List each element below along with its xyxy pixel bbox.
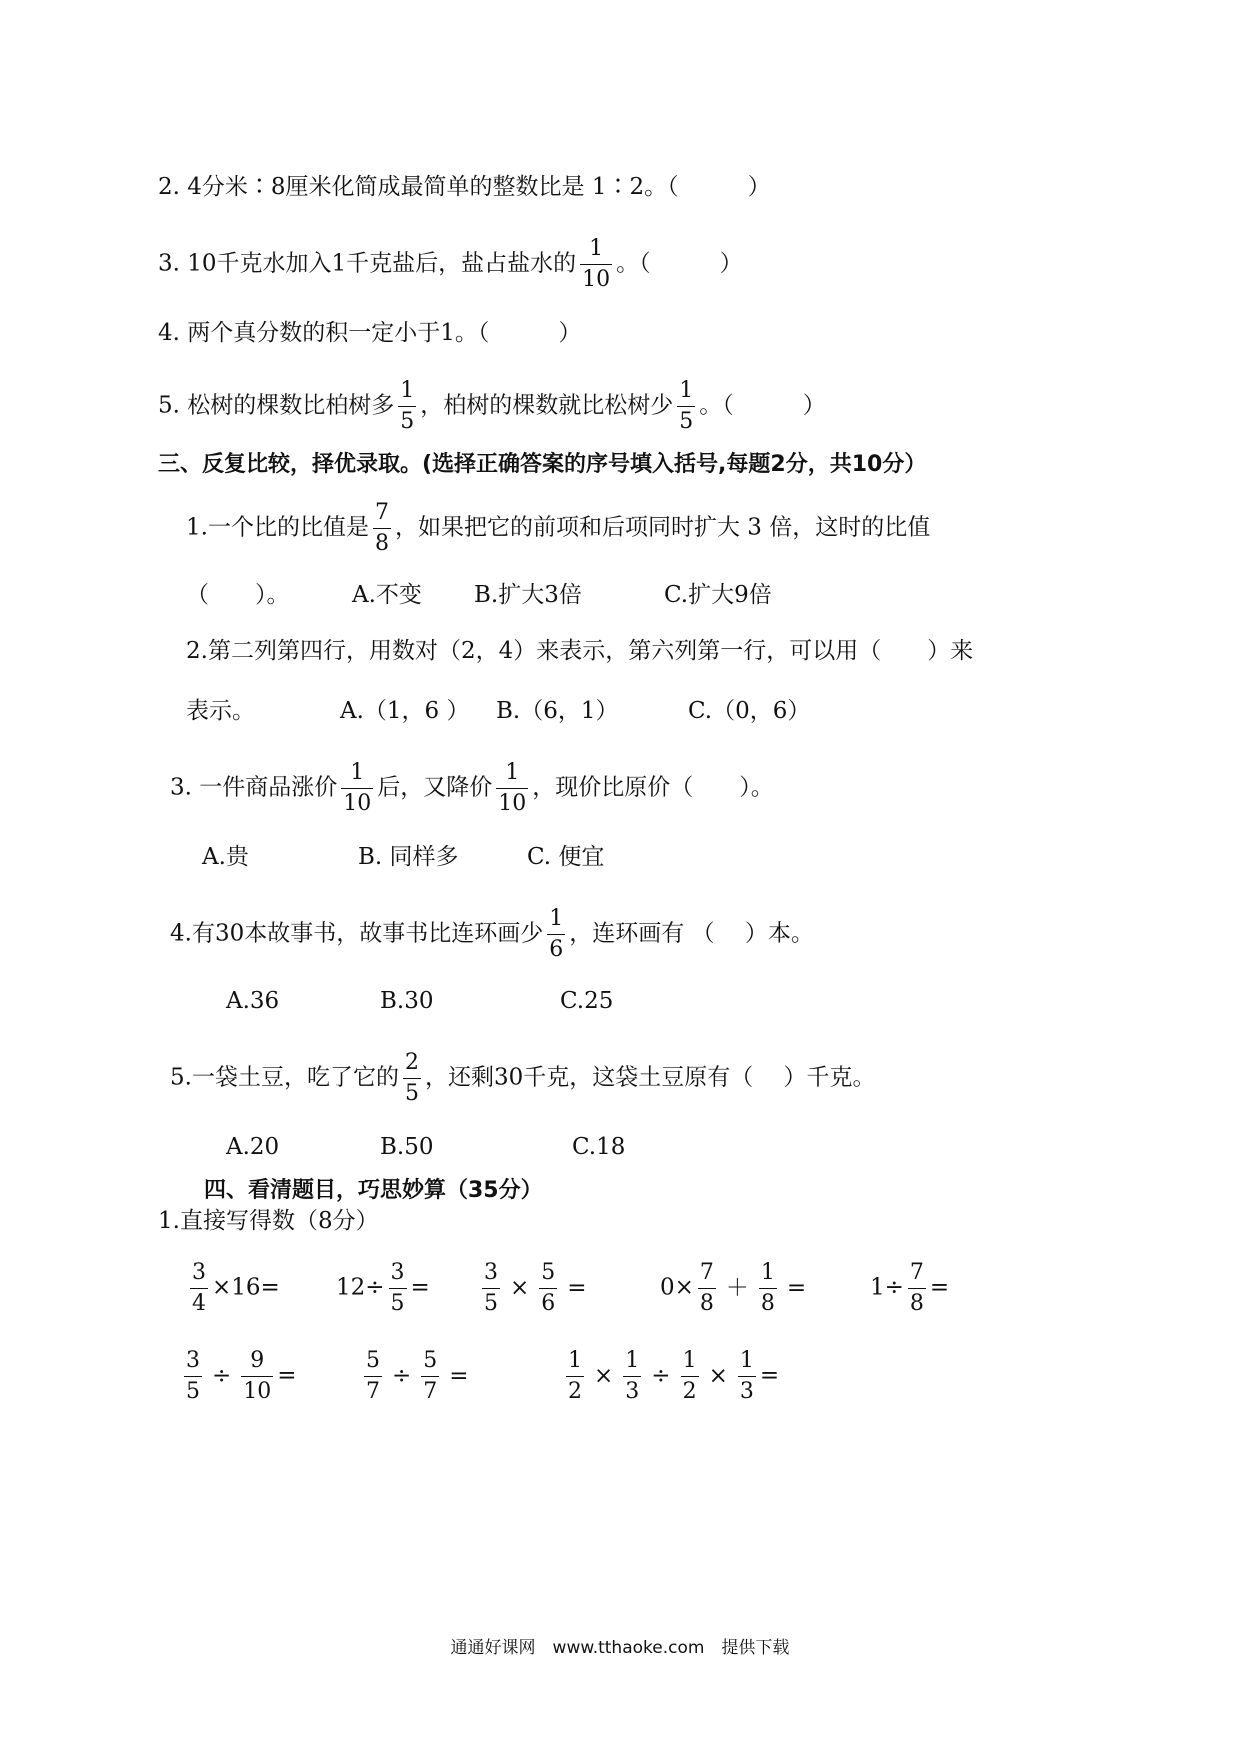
choice-q4-option-b: B.30 bbox=[380, 988, 434, 1014]
fraction: $\frac{1}{6}$ bbox=[549, 906, 564, 962]
fraction: $\frac{3}{4}$ bbox=[192, 1260, 206, 1316]
judge-q5-text-mid: ，柏树的棵数就比松树少 bbox=[420, 392, 674, 419]
fraction: $\frac{3}{5}$ bbox=[484, 1260, 498, 1316]
fraction: $\frac{1}{5}$ bbox=[400, 378, 415, 434]
choice-q3-text: 3. 一件商品涨价 bbox=[170, 774, 338, 801]
choice-q3-text-mid: 后，又降价 bbox=[377, 774, 493, 801]
calc-r1-e3: $\frac{3}{5}$ × $\frac{5}{6}$ = bbox=[484, 1260, 587, 1316]
choice-q3-option-b: B. 同样多 bbox=[358, 844, 459, 870]
fraction: $\frac{3}{5}$ bbox=[390, 1260, 405, 1316]
judge-q3-answer-blank: 。（ ） bbox=[616, 250, 743, 277]
choice-q3-option-c: C. 便宜 bbox=[527, 844, 605, 870]
fraction: $\frac{5}{7}$ bbox=[423, 1348, 438, 1404]
fraction: $\frac{5}{6}$ bbox=[541, 1260, 556, 1316]
calc-r2-e2: $\frac{5}{7}$ ÷ $\frac{5}{7}$ = bbox=[366, 1348, 469, 1404]
choice-q1-text: 1.一个比的比值是 bbox=[186, 514, 369, 541]
fraction: $\frac{5}{7}$ bbox=[366, 1348, 380, 1404]
choice-q1-text-post: ，如果把它的前项和后项同时扩大 3 倍，这时的比值 bbox=[394, 514, 931, 541]
section4-heading: 四、看清题目，巧思妙算（35分） bbox=[204, 1178, 543, 1203]
calc-r1-e2: 12÷ $\frac{3}{5}$ = bbox=[336, 1260, 430, 1316]
calc-r1-e5: 1÷ $\frac{7}{8}$ = bbox=[870, 1260, 950, 1316]
judge-q5 bbox=[158, 380, 826, 433]
judge-q5-text: 5. 松树的棵数比柏树多 bbox=[158, 392, 395, 419]
fraction: $\frac{1}{5}$ bbox=[679, 378, 694, 434]
choice-q5 bbox=[170, 1052, 876, 1105]
page-footer: 通通好课网 www.tthaoke.com 提供下载 bbox=[450, 1638, 790, 1658]
fraction: $\frac{7}{8}$ bbox=[909, 1260, 924, 1316]
fraction: $\frac{1}{10}$ bbox=[498, 760, 527, 816]
choice-q1-blank: （ ）。 bbox=[186, 582, 290, 608]
judge-q3-text: 3. 10千克水加入1千克盐后，盐占盐水的 bbox=[158, 250, 577, 277]
judge-q2: 2. 4分米∶8厘米化简成最简单的整数比是 1∶2。（ ） bbox=[158, 174, 771, 200]
fraction: $\frac{7}{8}$ bbox=[699, 1260, 714, 1316]
judge-q4: 4. 两个真分数的积一定小于1。（ ） bbox=[158, 320, 582, 346]
choice-q4 bbox=[170, 908, 814, 961]
choice-q4-text-post: ，连环画有 （ ）本。 bbox=[569, 920, 814, 947]
choice-q3-option-a: A.贵 bbox=[202, 844, 249, 870]
calc-r1-e4: 0× $\frac{7}{8}$ ＋ $\frac{1}{8}$ = bbox=[660, 1260, 807, 1316]
choice-q4-text: 4.有30本故事书，故事书比连环画少 bbox=[170, 920, 544, 947]
fraction: $\frac{1}{10}$ bbox=[343, 760, 372, 816]
choice-q1-option-c: C.扩大9倍 bbox=[664, 582, 772, 608]
fraction: $\frac{7}{8}$ bbox=[374, 500, 389, 556]
choice-q4-option-c: C.25 bbox=[560, 988, 614, 1014]
choice-q2-option-b: B.（6，1） bbox=[496, 698, 619, 724]
fraction: $\frac{2}{5}$ bbox=[404, 1050, 419, 1106]
fraction: $\frac{1}{3}$ bbox=[739, 1348, 754, 1404]
choice-q4-option-a: A.36 bbox=[226, 988, 280, 1014]
choice-q2-option-a: A.（1，6 ） bbox=[340, 698, 470, 724]
calc-r2-e3: $\frac{1}{2}$ × $\frac{1}{3}$ ÷ $\frac{1}{2}$ × $\frac{1}{3}$ = bbox=[568, 1348, 780, 1404]
fraction: $\frac{3}{5}$ bbox=[186, 1348, 200, 1404]
calc-r1-e1: $\frac{3}{4}$ ×16= bbox=[192, 1260, 280, 1316]
fraction: $\frac{1}{2}$ bbox=[682, 1348, 697, 1404]
section3-heading: 三、反复比较，择优录取。(选择正确答案的序号填入括号,每题2分，共10分） bbox=[158, 452, 927, 477]
choice-q1 bbox=[186, 502, 930, 555]
choice-q3 bbox=[170, 762, 774, 815]
calc-r2-e1: $\frac{3}{5}$ ÷ $\frac{9}{10}$ = bbox=[186, 1348, 297, 1404]
choice-q1-option-a: A.不变 bbox=[352, 582, 422, 608]
choice-q5-text: 5.一袋土豆，吃了它的 bbox=[170, 1064, 399, 1091]
choice-q5-option-b: B.50 bbox=[380, 1134, 434, 1160]
choice-q1-option-b: B.扩大3倍 bbox=[474, 582, 582, 608]
fraction: $\frac{1}{8}$ bbox=[760, 1260, 775, 1316]
judge-q5-answer-blank: 。（ ） bbox=[699, 392, 826, 419]
choice-q2: 2.第二列第四行，用数对（2，4）来表示，第六列第一行，可以用（ ）来 bbox=[186, 638, 974, 664]
choice-q3-text-post: ，现价比原价（ ）。 bbox=[532, 774, 774, 801]
choice-q2-line2: 表示。 bbox=[186, 698, 255, 724]
fraction: $\frac{1}{2}$ bbox=[568, 1348, 582, 1404]
choice-q5-option-c: C.18 bbox=[572, 1134, 626, 1160]
fraction: $\frac{9}{10}$ bbox=[243, 1348, 272, 1404]
judge-q3 bbox=[158, 238, 743, 291]
fraction: $\frac{1}{10}$ bbox=[582, 236, 611, 292]
section4-sub1: 1.直接写得数（8分） bbox=[158, 1208, 379, 1234]
fraction: $\frac{1}{3}$ bbox=[625, 1348, 640, 1404]
choice-q5-text-post: ，还剩30千克，这袋土豆原有（ ）千克。 bbox=[424, 1064, 876, 1091]
choice-q2-option-c: C.（0，6） bbox=[688, 698, 811, 724]
choice-q5-option-a: A.20 bbox=[226, 1134, 280, 1160]
